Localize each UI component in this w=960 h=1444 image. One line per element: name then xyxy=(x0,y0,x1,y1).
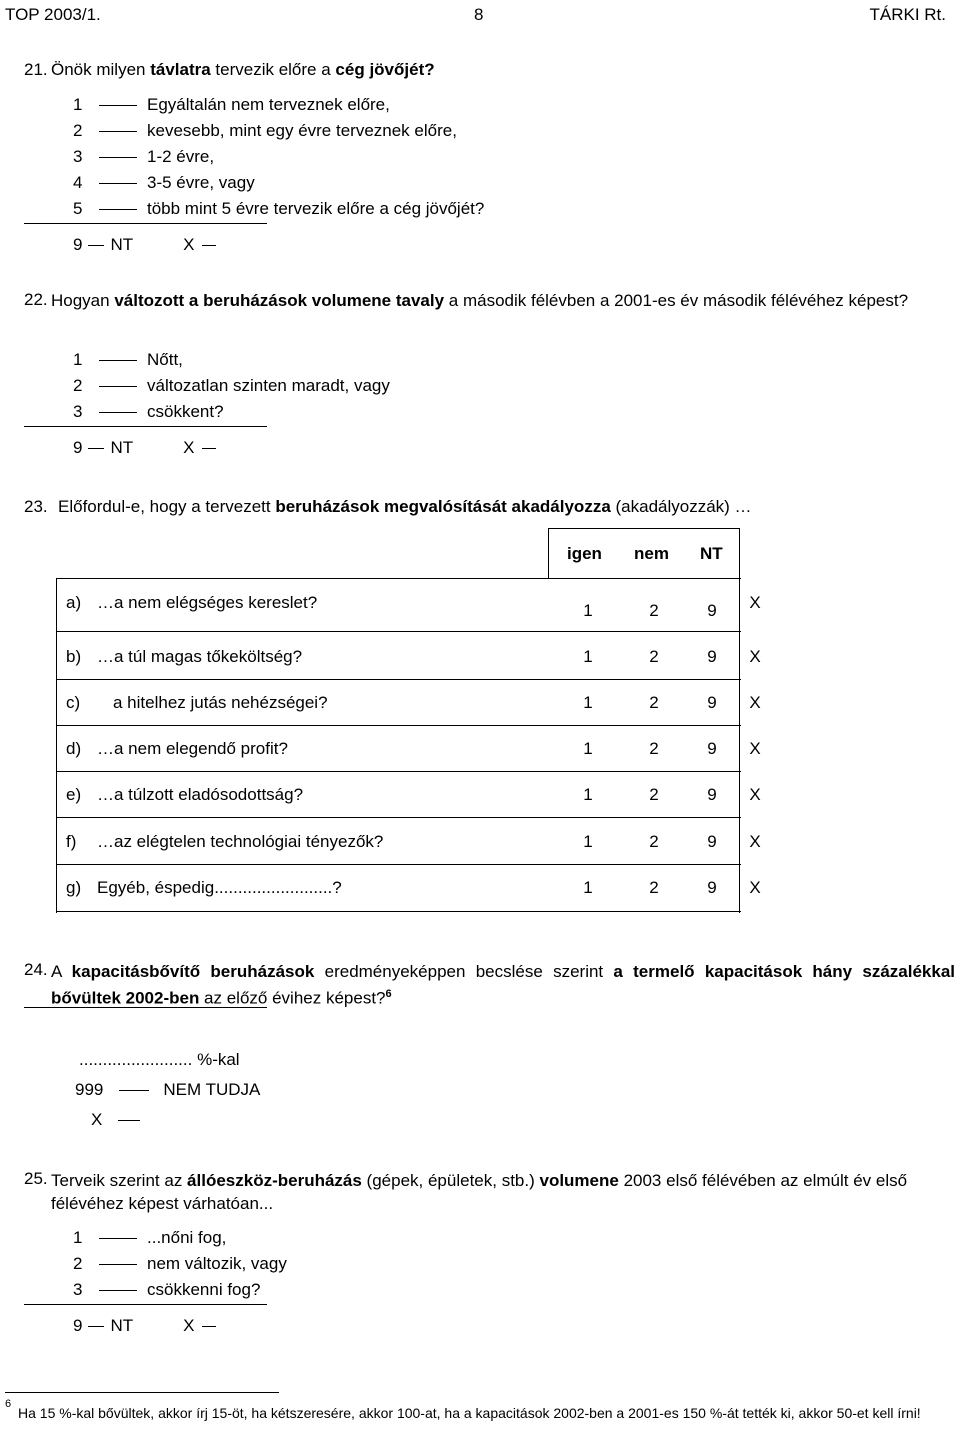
q21-option[interactable]: 1 Egyáltalán nem terveznek előre, xyxy=(73,95,390,114)
q21-nt-row[interactable]: 9 NT X xyxy=(73,234,216,256)
q23-header-igen: igen xyxy=(567,544,602,563)
code-nt[interactable]: 9 xyxy=(707,739,717,758)
code-igen[interactable]: 1 xyxy=(583,832,593,851)
code-nt[interactable]: 9 xyxy=(707,647,717,666)
code-x[interactable]: X xyxy=(749,647,761,666)
q25-option[interactable]: 3 csökkenni fog? xyxy=(73,1280,261,1299)
separator xyxy=(24,426,267,427)
q21-text: Önök milyen távlatra tervezik előre a cég jövőjét? xyxy=(51,60,435,79)
page-number: 8 xyxy=(474,5,484,24)
q22-option[interactable]: 3 csökkent? xyxy=(73,402,224,421)
row-letter: a) xyxy=(66,593,82,612)
row-label: …az elégtelen technológiai tényezők? xyxy=(97,832,384,851)
q22-option[interactable]: 2 változatlan szinten maradt, vagy xyxy=(73,376,390,395)
q21-option[interactable]: 2 kevesebb, mint egy évre terveznek előre, xyxy=(73,121,457,140)
row-label: a hitelhez jutás nehézségei? xyxy=(113,693,328,712)
code-igen[interactable]: 1 xyxy=(583,647,593,666)
separator xyxy=(24,1007,267,1008)
q25-option[interactable]: 2 nem változik, vagy xyxy=(73,1254,287,1273)
q22-text: Hogyan változott a beruházások volumene tavaly a második félévben a 2001-es év második félévéhez képest? xyxy=(51,291,909,310)
q24-dont-know[interactable]: 999 NEM TUDJA xyxy=(75,1080,261,1099)
q23-header-nem: nem xyxy=(634,544,669,563)
q24-answer-field[interactable]: ........................ %-kal xyxy=(79,1050,240,1069)
q22-number: 22. xyxy=(24,290,48,309)
footnote-rule xyxy=(5,1392,279,1393)
row-label: …a nem elegendő profit? xyxy=(97,739,288,758)
q24-x-row[interactable]: X xyxy=(91,1109,140,1131)
row-label: …a túlzott eladósodottság? xyxy=(97,785,304,804)
q23-number: 23. xyxy=(24,497,48,516)
code-igen[interactable]: 1 xyxy=(583,739,593,758)
q24-number: 24. xyxy=(24,960,48,979)
q21-option[interactable]: 4 3-5 évre, vagy xyxy=(73,173,255,192)
code-nt[interactable]: 9 xyxy=(707,693,717,712)
footnote-marker: 6 xyxy=(5,1398,12,1410)
code-nem[interactable]: 2 xyxy=(649,693,659,712)
code-igen[interactable]: 1 xyxy=(583,785,593,804)
row-letter: f) xyxy=(66,832,77,851)
code-x[interactable]: X xyxy=(749,693,761,712)
code-x[interactable]: X xyxy=(749,878,761,897)
row-label: Egyéb, éspedig.........................? xyxy=(97,878,342,897)
code-nem[interactable]: 2 xyxy=(649,878,659,897)
row-label: …a nem elégséges kereslet? xyxy=(97,593,318,612)
q25-text: Terveik szerint az állóeszköz-beruházás (gépek, épületek, stb.) volumene 2003 első félévében az elmúlt év első félévéhez képest várhatóan... xyxy=(51,1171,908,1213)
header-right: TÁRKI Rt. xyxy=(869,5,946,24)
q24-text: A kapacitásbővítő beruházások eredményeképpen becslése szerint a termelő kapacitások hány százalékkal bővültek 2002-ben az előző évihez képest?$^6$ xyxy=(51,962,955,1008)
code-igen[interactable]: 1 xyxy=(583,693,593,712)
code-nt[interactable]: 9 xyxy=(707,601,717,620)
code-igen[interactable]: 1 xyxy=(583,878,593,897)
q22-nt-row[interactable]: 9 NT X xyxy=(73,437,216,459)
code-nem[interactable]: 2 xyxy=(649,601,659,620)
code-x[interactable]: X xyxy=(749,593,761,612)
q21-option[interactable]: 3 1-2 évre, xyxy=(73,147,215,166)
row-letter: d) xyxy=(66,739,82,758)
q21-number: 21. xyxy=(24,60,48,79)
row-letter: b) xyxy=(66,647,82,666)
code-x[interactable]: X xyxy=(749,832,761,851)
footnote-text: Ha 15 %-kal bővültek, akkor írj 15-öt, ha kétszeresére, akkor 100-at, ha a kapacitások 2002-ben a 2001-es 150 %-át tették ki, akkor 50-et kell írni! xyxy=(18,1405,921,1421)
q25-number: 25. xyxy=(24,1169,48,1188)
code-nt[interactable]: 9 xyxy=(707,832,717,851)
code-nem[interactable]: 2 xyxy=(649,647,659,666)
code-nem[interactable]: 2 xyxy=(649,785,659,804)
header-left: TOP 2003/1. xyxy=(5,5,101,24)
q25-nt-row[interactable]: 9 NT X xyxy=(73,1315,216,1337)
separator xyxy=(24,223,267,224)
row-label: …a túl magas tőkeköltség? xyxy=(97,647,303,666)
code-nt[interactable]: 9 xyxy=(707,878,717,897)
q23-header-nt: NT xyxy=(700,544,723,563)
row-letter: g) xyxy=(66,878,82,897)
code-nt[interactable]: 9 xyxy=(707,785,717,804)
code-x[interactable]: X xyxy=(749,739,761,758)
code-igen[interactable]: 1 xyxy=(583,601,593,620)
q22-option[interactable]: 1 Nőtt, xyxy=(73,350,183,369)
code-nem[interactable]: 2 xyxy=(649,832,659,851)
q21-option[interactable]: 5 több mint 5 évre tervezik előre a cég jövőjét? xyxy=(73,199,485,218)
q25-option[interactable]: 1 ...nőni fog, xyxy=(73,1228,227,1247)
row-letter: c) xyxy=(66,693,81,712)
code-nem[interactable]: 2 xyxy=(649,739,659,758)
q23-text: Előfordul-e, hogy a tervezett beruházások megvalósítását akadályozza (akadályozzák) … xyxy=(58,497,752,516)
code-x[interactable]: X xyxy=(749,785,761,804)
row-letter: e) xyxy=(66,785,82,804)
separator xyxy=(24,1304,267,1305)
